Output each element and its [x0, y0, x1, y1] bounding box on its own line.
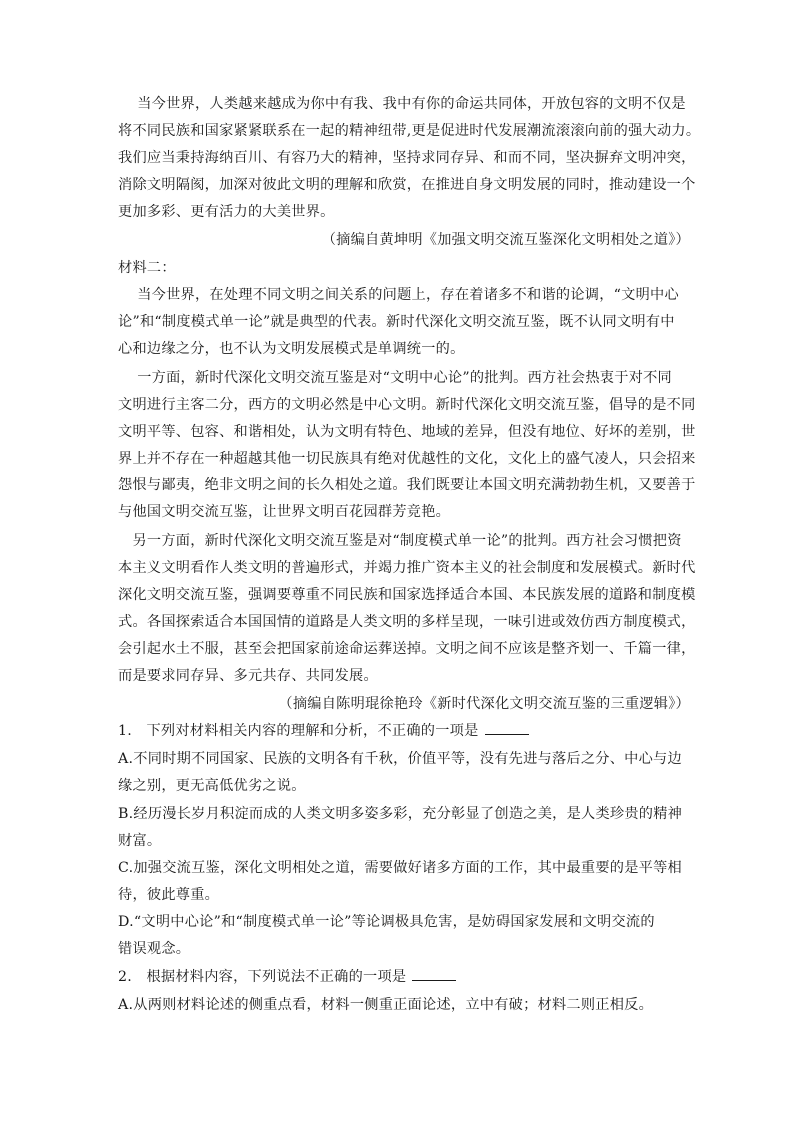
question-2: [118, 967, 456, 987]
option-d: D.“文明中心论”和“制度模式单一论”等论调极具危害，是妨碍国家发展和文明交流的: [118, 914, 655, 930]
text-line: 当今世界，在处理不同文明之间关系的问题上，存在着诸多不和谐的论调，“文明中心: [118, 287, 679, 303]
question-1-text: 1. 下列对材料相关内容的理解和分析，不正确的一项是: [118, 723, 479, 739]
text-line: 更加多彩、更有活力的大美世界。: [118, 204, 335, 220]
text-line: 界上并不存在一种超越其他一切民族具有绝对优越性的文化，文化上的盛气凌人，只会招来: [118, 451, 696, 467]
answer-blank: [412, 968, 456, 981]
text-line: 文明进行主客二分，西方的文明必然是中心文明。新时代深化文明交流互鉴，倡导的是不同: [118, 397, 696, 413]
section-heading: 材料二：: [118, 260, 176, 276]
text-line: 会引起水土不服，甚至会把国家前途命运葬送掉。文明之间不应该是整齐划一、千篇一律，: [118, 641, 696, 657]
option-b: B.经历漫长岁月积淀而成的人类文明多姿多彩，充分彰显了创造之美，是人类珍贵的精神: [118, 806, 683, 822]
text-line: 另一方面，新时代深化文明交流互鉴是对“制度模式单一论”的批判。西方社会习惯把资: [118, 533, 682, 549]
text-line: 一方面，新时代深化文明交流互鉴是对“文明中心论”的批判。西方社会热衷于对不同: [118, 370, 672, 386]
source-citation: （摘编自陈明琨徐艳玲《新时代深化文明交流互鉴的三重逻辑》）: [278, 696, 690, 712]
text-line: 论”和“制度模式单一论”就是典型的代表。新时代深化文明交流互鉴，既不认同文明有中: [118, 314, 675, 330]
text-line: 本主义文明看作人类文明的普遍形式，并竭力推广资本主义的社会制度和发展模式。新时代: [118, 560, 696, 576]
option-a: A.不同时期不同国家、民族的文明各有千秋，价值平等，没有先进与落后之分、中心与边: [118, 751, 682, 767]
text-line: 消除文明隔阂，加深对彼此文明的理解和欣赏，在推进自身文明发展的同时，推动建设一个: [118, 177, 696, 193]
text-line: 式。各国探索适合本国国情的道路是人类文明的多样呈现，一味引进或效仿西方制度模式，: [118, 614, 696, 630]
text-line: 深化文明交流互鉴，强调要尊重不同民族和国家选择适合本国、本民族发展的道路和制度模: [118, 587, 696, 603]
answer-blank: [485, 722, 529, 735]
text-line: 文明平等、包容、和谐相处，认为文明有特色、地域的差异，但没有地位、好坏的差别，世: [118, 424, 696, 440]
text-line: 待，彼此尊重。: [118, 887, 220, 903]
option-c: C.加强交流互鉴，深化文明相处之道，需要做好诸多方面的工作，其中最重要的是平等相: [118, 860, 682, 876]
text-line: 怨恨与鄙夷，绝非文明之间的长久相处之道。我们既要让本国文明充满勃勃生机，又要善于: [118, 477, 696, 493]
text-line: 缘之别，更无高低优劣之说。: [118, 778, 306, 794]
text-line: 将不同民族和国家紧紧联系在一起的精神纽带,更是促进时代发展潮流滚滚向前的强大动力。: [118, 123, 701, 139]
text-line: 与他国文明交流互鉴，让世界文明百花园群芳竞艳。: [118, 504, 451, 520]
question-2-text: 2. 根据材料内容，下列说法不正确的一项是: [118, 969, 407, 985]
text-line: 我们应当秉持海纳百川、有容乃大的精神，坚持求同存异、和而不同，坚决摒弃文明冲突，: [118, 150, 696, 166]
source-citation: （摘编自黄坤明《加强文明交流互鉴深化文明相处之道》）: [321, 232, 690, 248]
text-line: 财富。: [118, 833, 162, 849]
option-a: A.从两则材料论述的侧重点看，材料一侧重正面论述，立中有破；材料二则正相反。: [118, 997, 654, 1013]
text-line: 错误观念。: [118, 941, 191, 957]
question-1: [118, 721, 529, 741]
text-line: 当今世界，人类越来越成为你中有我、我中有你的命运共同体，开放包容的文明不仅是: [118, 96, 686, 112]
text-line: 心和边缘之分，也不认为文明发展模式是单调统一的。: [118, 341, 465, 357]
text-line: 而是要求同存异、多元共存、共同发展。: [118, 668, 378, 684]
